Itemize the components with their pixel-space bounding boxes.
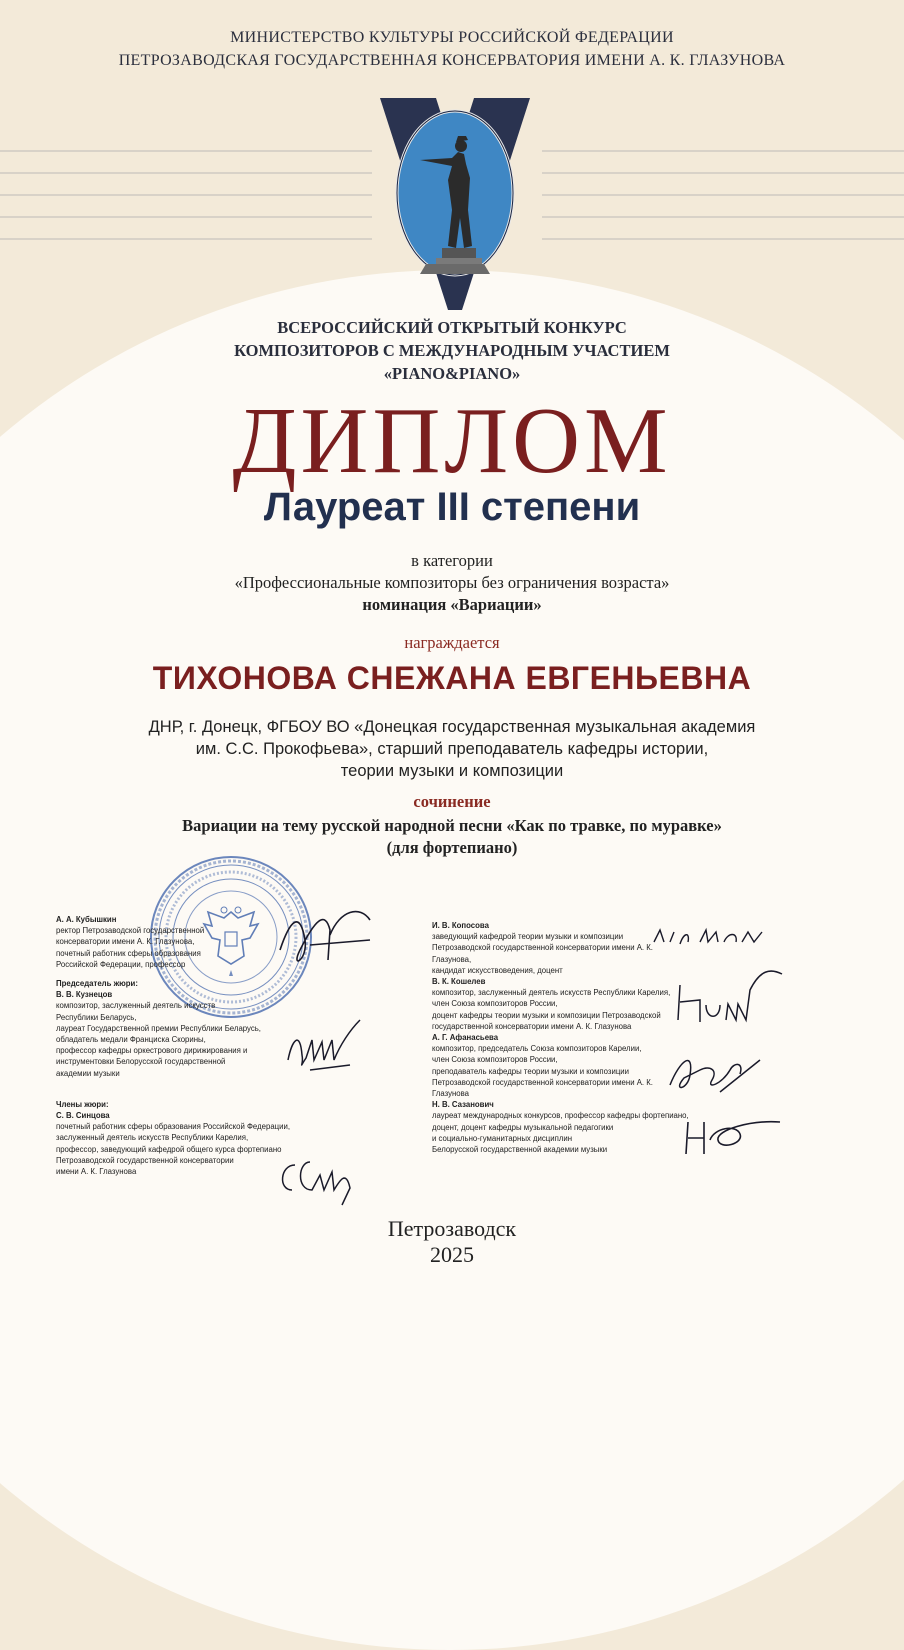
contest-title [0,316,904,385]
member-name: А. Г. Афанасьева [432,1033,499,1043]
signature-afanasyeva [660,1040,770,1100]
staff-line [0,216,372,218]
nomination: номинация «Вариации» [362,595,542,614]
signature-koshelev [670,960,790,1030]
member-title: лауреат международных конкурсов, профессор кафедры фортепиано, [432,1111,689,1121]
contest-line-2: КОМПОЗИТОРОВ С МЕЖДУНАРОДНЫМ УЧАСТИЕМ [234,341,670,360]
member-title: Белорусской государственной академии музыки [432,1145,608,1155]
signature-sazanovich [680,1110,790,1160]
member-title: композитор, заслуженный деятель искусств Республики Карелия, [432,988,671,998]
work-title-line: (для фортепиано) [386,838,518,857]
staff-line [542,216,904,218]
member-title: Петрозаводской государственной консерватории [56,1155,234,1165]
signature-rector [270,900,380,980]
awardee-affiliation [0,716,904,782]
member-title: Петрозаводской государственной консерватории имени А. К. Глазунова [432,1077,653,1099]
member-title: и социально-гуманитарных дисциплин [432,1133,573,1143]
member-name: Н. В. Сазанович [432,1100,494,1110]
rector-name: А. А. Кубышкин [56,915,117,924]
conservatory-line: ПЕТРОЗАВОДСКАЯ ГОСУДАРСТВЕННАЯ КОНСЕРВАТОРИЯ ИМЕНИ А. К. ГЛАЗУНОВА [118,52,786,69]
work-label: сочинение [413,792,491,811]
member-title: преподаватель кафедры теории музыки и композиции [432,1066,630,1076]
staff-line [542,172,904,174]
category-name: «Профессиональные композиторы без ограничения возраста» [234,573,670,592]
chair-name: В. В. Кузнецов [56,990,113,1000]
awarded-label: награждается [404,633,500,652]
chair-title: академии музыки [56,1068,120,1078]
member-title: имени А. К. Глазунова [56,1167,137,1177]
diploma-title: ДИПЛОМ [232,389,672,493]
member-title: доцент кафедры теории музыки и композиции Петрозаводской [432,1010,661,1020]
contest-line-1: ВСЕРОССИЙСКИЙ ОТКРЫТЫЙ КОНКУРС [277,318,627,337]
staff-line [542,194,904,196]
chair-label: Председатель жюри: [56,979,138,989]
rector-title: почетный работник сферы образования [56,948,201,958]
v-emblem-logo [380,98,530,313]
city: Петрозаводск [387,1216,517,1241]
footer-place-year [0,1216,904,1268]
work-title-line: Вариации на тему русской народной песни «Как по травке, по муравке» [182,816,722,835]
chair-title: профессор кафедры оркестрового дирижирования и [56,1046,248,1056]
chair-title: обладатель медали Франциска Скорины, [56,1035,206,1045]
staff-line [0,238,372,240]
rector-title: ректор Петрозаводской государственной [56,926,205,936]
members-label: Члены жюри: [56,1099,109,1109]
ministry-header [0,26,904,72]
signature-koposova [650,918,770,958]
awardee-name: ТИХОНОВА СНЕЖАНА ЕВГЕНЬЕВНА [152,660,752,696]
member-title: государственной консерватории имени А. К. Глазунова [432,1021,632,1031]
member-title: член Союза композиторов России, [432,1055,558,1065]
laureate-degree: Лауреат III степени [263,485,641,529]
category-block [0,550,904,616]
category-intro: в категории [411,551,493,570]
member-name: В. К. Кошелев [432,977,486,987]
rector-title: Российской Федерации, профессор [56,959,186,969]
rector-title: консерватории имени А. К. Глазунова, [56,937,195,947]
chair-title: Республики Беларусь, [56,1012,137,1022]
staff-line [0,194,372,196]
affiliation-line: теории музыки и композиции [340,762,564,780]
work-title [0,815,904,859]
chair-title: лауреат Государственной премии Республики Беларусь, [56,1023,261,1033]
member-name: И. В. Копосова [432,921,489,930]
affiliation-line: ДНР, г. Донецк, ФГБОУ ВО «Донецкая государственная музыкальная академия [148,718,756,736]
member-title: Петрозаводской государственной консерватории имени А. К. Глазунова, [432,943,653,964]
chair-title: композитор, заслуженный деятель искусств [56,1001,216,1011]
member-title: член Союза композиторов России, [432,999,558,1009]
member-title: заслуженный деятель искусств Республики Карелия, [56,1133,249,1143]
staff-line [542,238,904,240]
signature-sintsova [270,1150,370,1210]
member-title: почетный работник сферы образования Российской Федерации, [56,1122,290,1132]
chair-title: инструментовки Белорусской государственной [56,1057,226,1067]
year: 2025 [430,1242,474,1267]
member-title: доцент, доцент кафедры музыкальной педагогики [432,1122,614,1132]
member-title: заведующий кафедрой теории музыки и композиции [432,932,624,942]
staff-line [0,172,372,174]
member-title: профессор, заведующий кафедрой общего курса фортепиано [56,1144,282,1154]
jury-left-column [56,914,296,1177]
member-title: композитор, председатель Союза композиторов Карелии, [432,1044,642,1054]
ministry-line: МИНИСТЕРСТВО КУЛЬТУРЫ РОССИЙСКОЙ ФЕДЕРАЦИИ [230,29,674,46]
member-name: С. В. Синцова [56,1111,110,1121]
member-title: кандидат искусствоведения, доцент [432,965,563,975]
staff-line [0,150,372,152]
affiliation-line: им. С.С. Прокофьева», старший преподаватель кафедры истории, [195,740,709,758]
signature-chair [280,1010,370,1080]
staff-line [542,150,904,152]
contest-line-3: «PIANO&PIANO» [383,364,521,383]
